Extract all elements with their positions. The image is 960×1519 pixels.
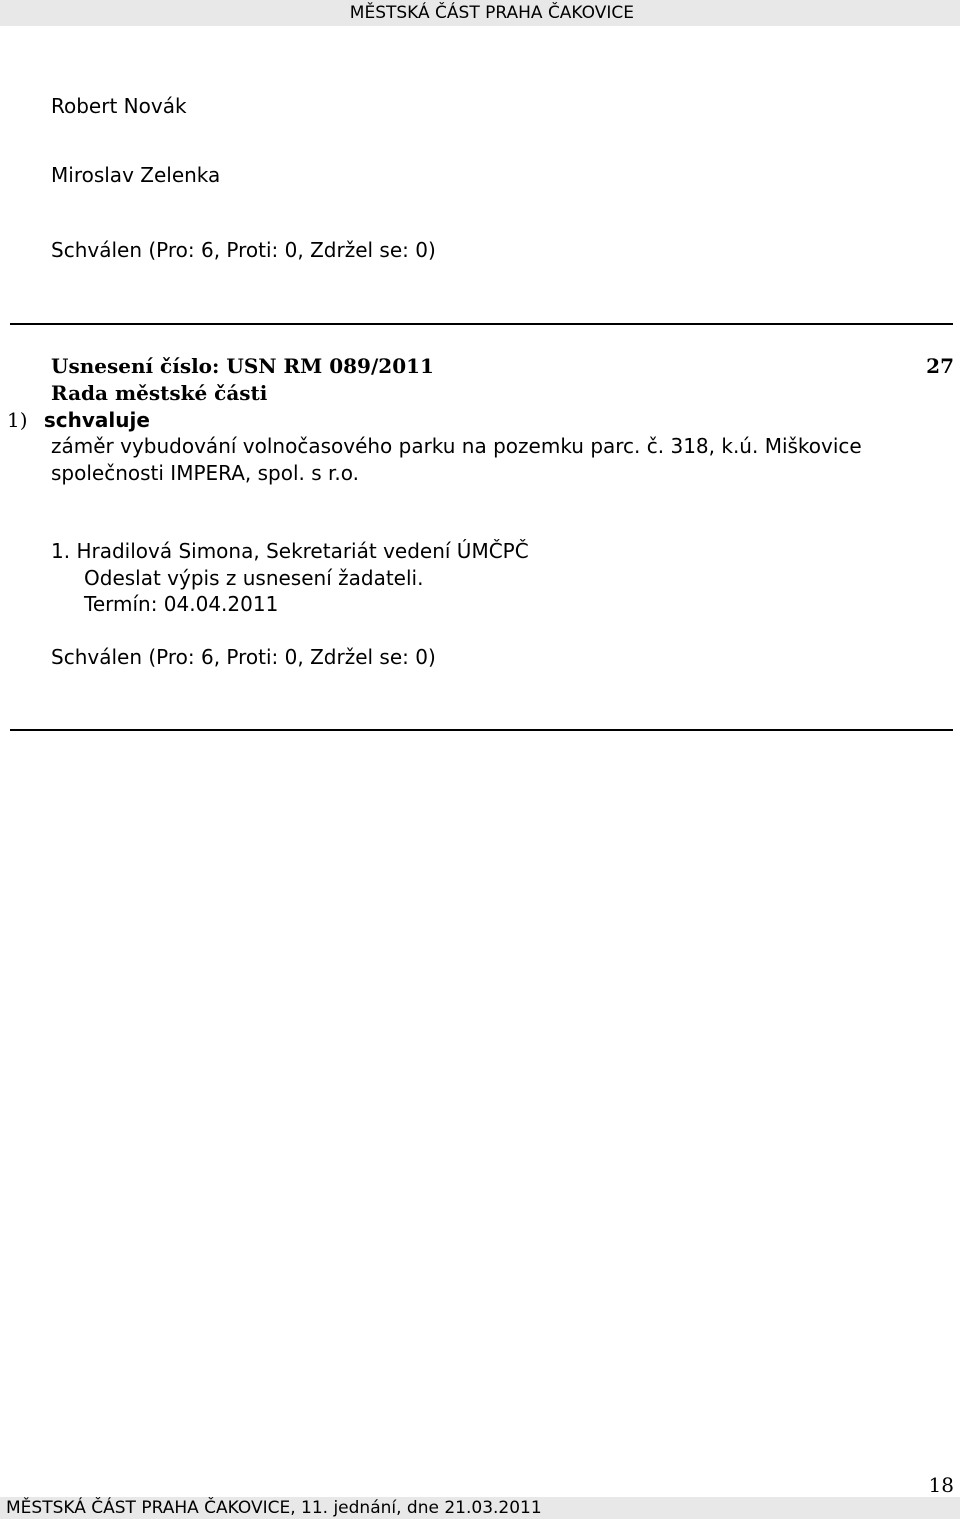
page-number: 18: [928, 1473, 954, 1497]
prior-vote-result: Schválen (Pro: 6, Proti: 0, Zdržel se: 0): [51, 238, 436, 262]
item-text: společnosti IMPERA, spol. s r.o.: [51, 461, 360, 485]
resolution-vote-result: Schválen (Pro: 6, Proti: 0, Zdržel se: 0): [51, 645, 436, 669]
footer-text: MĚSTSKÁ ČÁST PRAHA ČAKOVICE, 11. jednání, dne 21.03.2011: [6, 1498, 542, 1518]
item-text: záměr vybudování volnočasového parku na pozemku parc. č. 318, k.ú. Miškovice: [51, 434, 862, 458]
task-description: Odeslat výpis z usnesení žadateli.: [84, 566, 424, 590]
header-title: MĚSTSKÁ ČÁST PRAHA ČAKOVICE: [349, 3, 634, 23]
resolution-body: Rada městské části: [51, 381, 268, 405]
task-assignee: 1. Hradilová Simona, Sekretariát vedení ÚMČPČ: [51, 539, 529, 563]
resolution-label: Usnesení číslo: USN RM 089/2011: [51, 354, 434, 378]
resolution-number: 27: [926, 354, 954, 378]
section-divider: [10, 729, 953, 731]
task-deadline: Termín: 04.04.2011: [84, 592, 279, 616]
attendee-name: Miroslav Zelenka: [51, 163, 221, 187]
resolution-item: [7, 407, 150, 433]
attendee-name: Robert Novák: [51, 94, 187, 118]
page-header: [0, 0, 960, 26]
item-action: schvaluje: [43, 408, 150, 432]
item-marker: 1): [7, 408, 28, 432]
page-footer: [0, 1497, 960, 1519]
section-divider: [10, 323, 953, 325]
